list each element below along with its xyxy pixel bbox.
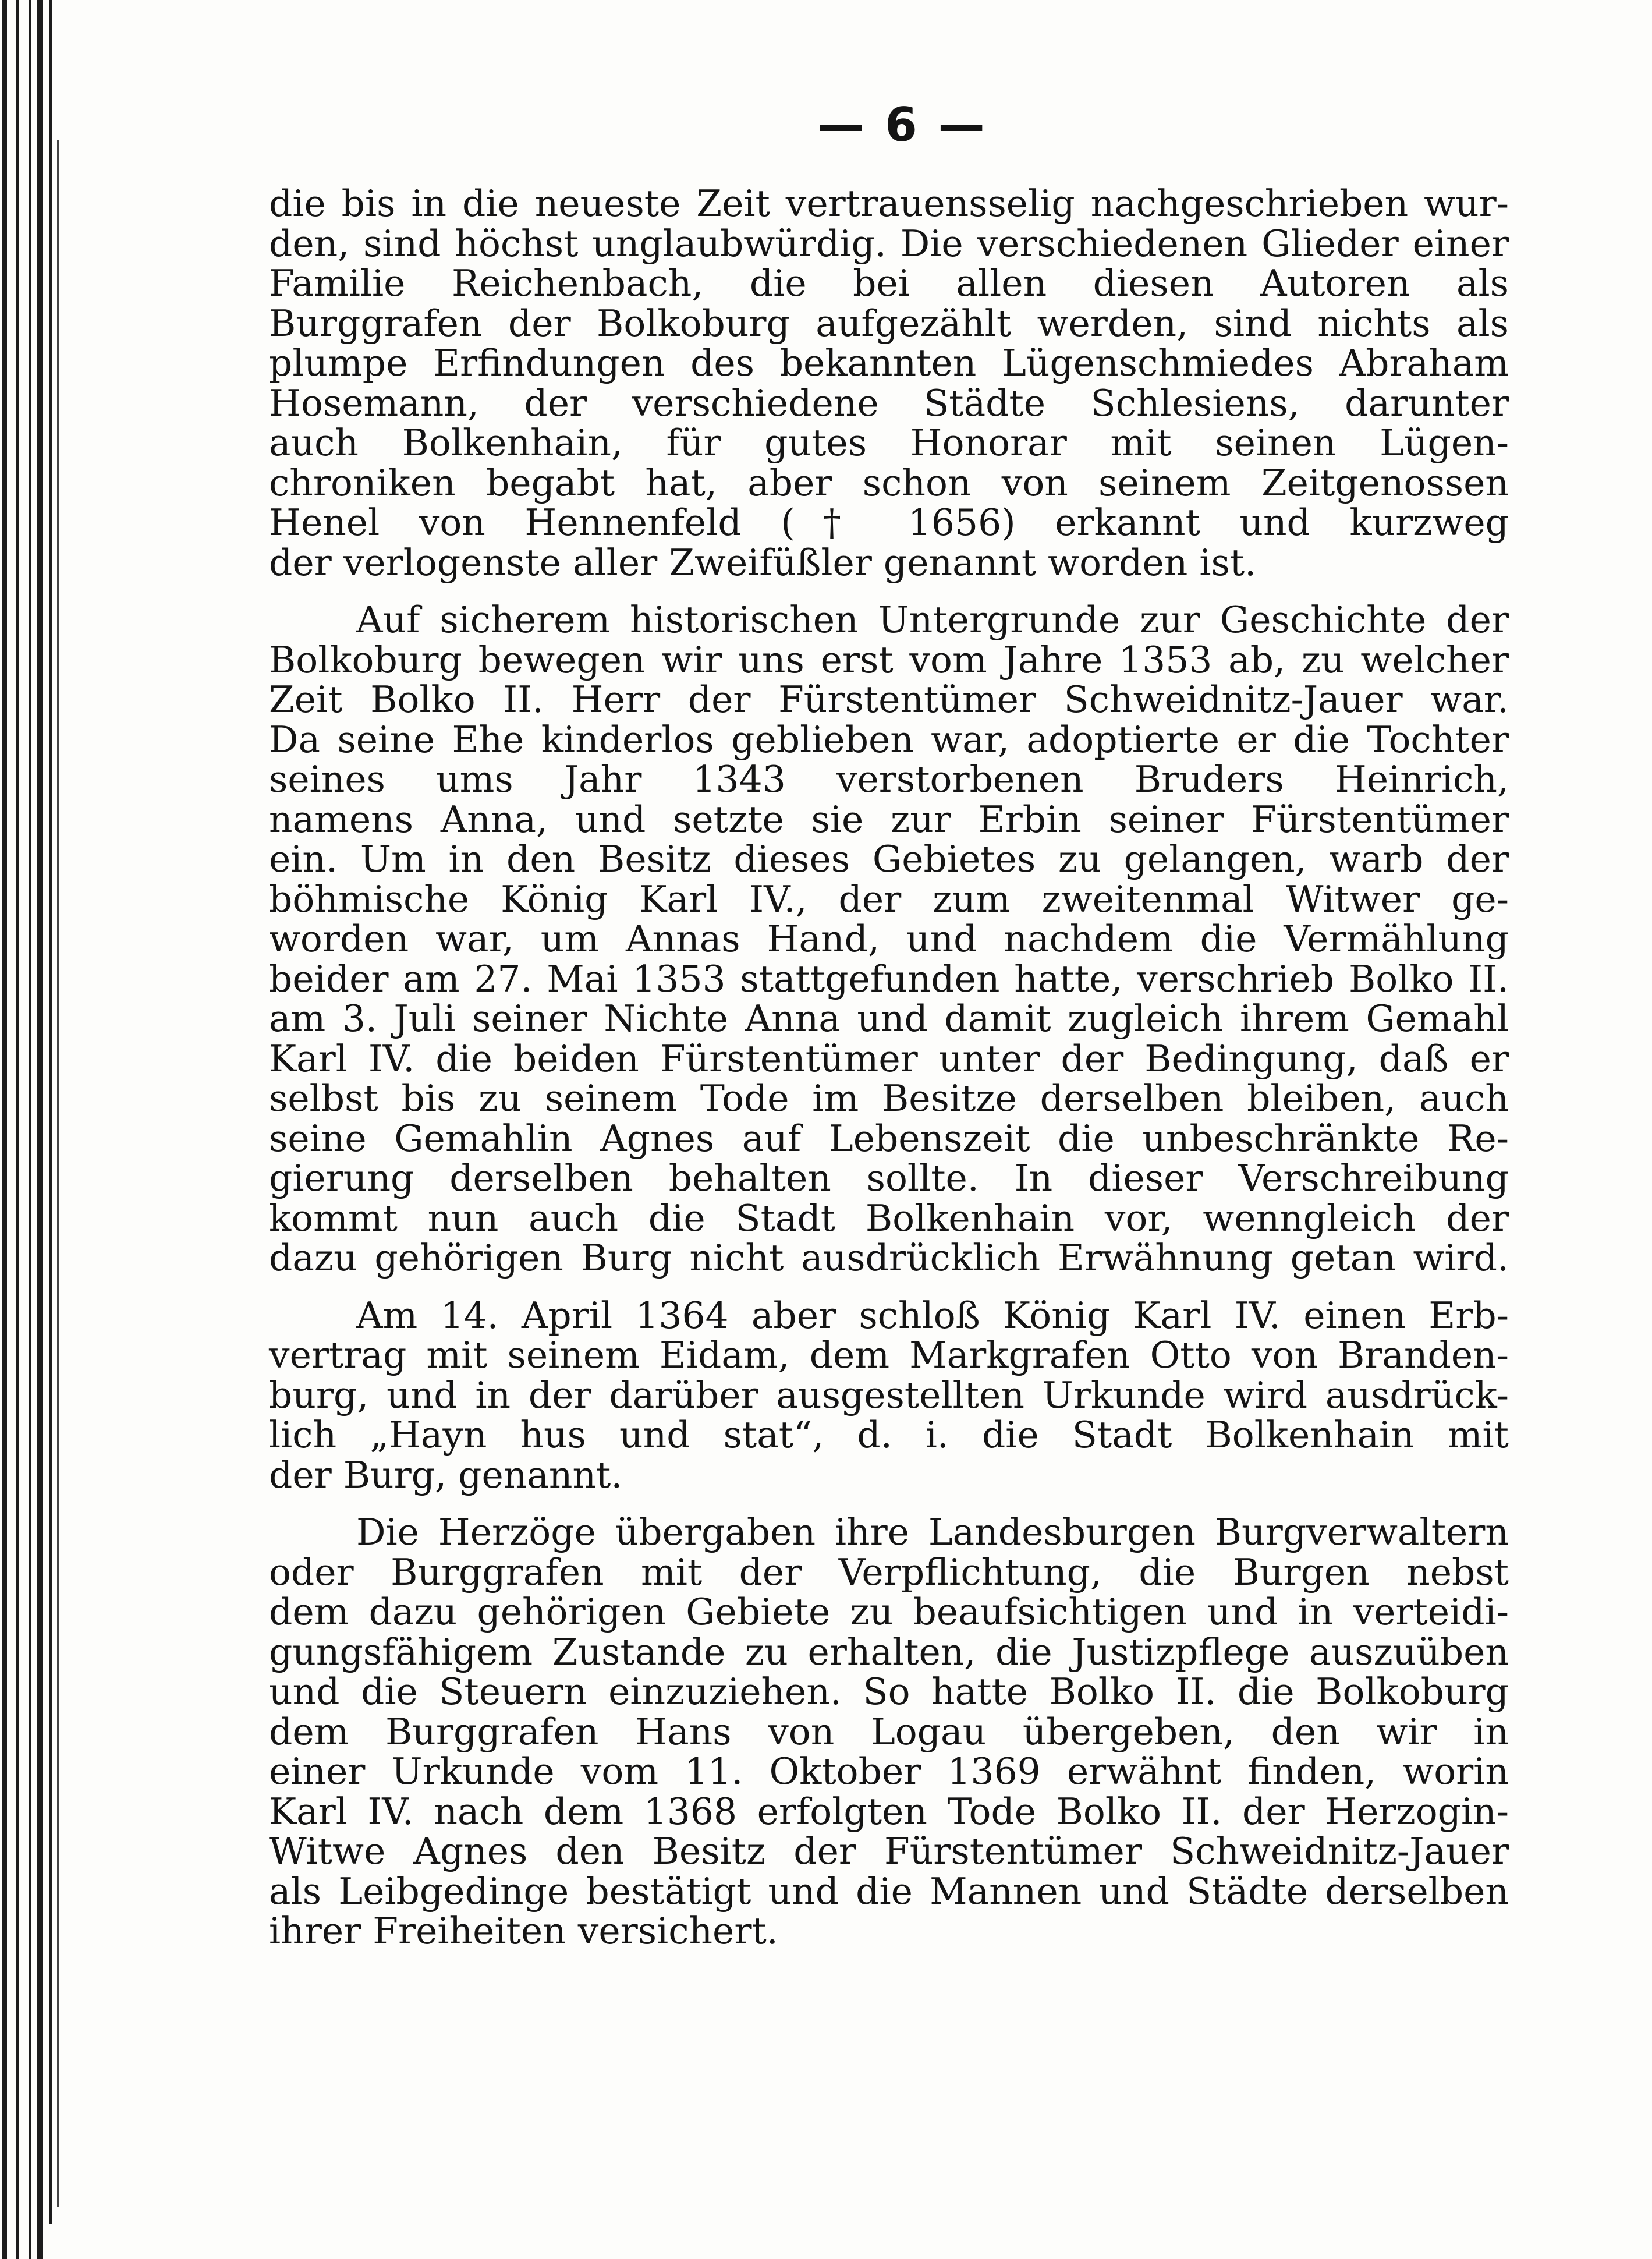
text-line: dem Burggrafen Hans von Logau übergeben, den wir in: [269, 1710, 1509, 1753]
text-line: beider am 27. Mai 1353 stattgefunden hatte, verschrieb Bolko II.: [269, 957, 1509, 1000]
binding-rule: [49, 0, 52, 2224]
text-line: namens Anna, und setzte sie zur Erbin seiner Fürstentümer: [269, 798, 1509, 841]
text-line: am 3. Juli seiner Nichte Anna und damit zugleich ihrem Gemahl: [269, 997, 1509, 1040]
text-line: Karl IV. die beiden Fürstentümer unter der Bedingung, daß er: [269, 1037, 1509, 1080]
text-line: gierung derselben behalten sollte. In dieser Verschreibung: [269, 1157, 1509, 1199]
text-line: Burggrafen der Bolkoburg aufgezählt werden, sind nichts als: [269, 302, 1509, 345]
text-line: burg, und in der darüber ausgestellten Urkunde wird ausdrück-: [269, 1373, 1509, 1417]
body-text: [269, 184, 1509, 1952]
text-line: Witwe Agnes den Besitz der Fürstentümer Schweidnitz-Jauer: [269, 1830, 1509, 1872]
paragraph-1: [269, 184, 1509, 583]
text-line: Familie Reichenbach, die bei allen diesen Autoren als: [269, 262, 1509, 304]
text-line: der verlogenste aller Zweifüßler genannt worden ist.: [269, 541, 1257, 584]
text-line: kommt nun auch die Stadt Bolkenhain vor, wenngleich der: [269, 1196, 1509, 1240]
text-line: böhmische König Karl IV., der zum zweitenmal Witwer ge-: [269, 877, 1509, 920]
text-line: dem dazu gehörigen Gebiete zu beaufsichtigen und in verteidi-: [269, 1591, 1509, 1633]
text-line: Hosemann, der verschiedene Städte Schlesiens, darunter: [269, 381, 1509, 424]
text-line: Zeit Bolko II. Herr der Fürstentümer Schweidnitz-Jauer war.: [269, 678, 1509, 721]
binding-rule: [2, 0, 7, 2259]
text-line: ein. Um in den Besitz dieses Gebietes zu gelangen, warb der: [269, 838, 1509, 880]
paragraph-3: [269, 1296, 1509, 1496]
text-line: seines ums Jahr 1343 verstorbenen Bruders Heinrich,: [269, 758, 1509, 801]
text-line: den, sind höchst unglaubwürdig. Die verschiedenen Glieder einer: [269, 222, 1509, 265]
text-line: chroniken begabt hat, aber schon von seinem Zeitgenossen: [269, 461, 1509, 504]
text-line: ihrer Freiheiten versichert.: [269, 1910, 778, 1952]
page-number: — 6 —: [817, 98, 987, 152]
text-line: selbst bis zu seinem Tode im Besitze derselben bleiben, auch: [269, 1077, 1509, 1120]
paragraph-4: [269, 1513, 1509, 1952]
text-line: oder Burggrafen mit der Verpflichtung, die Burgen nebst: [269, 1550, 1509, 1594]
text-line: worden war, um Annas Hand, und nachdem die Vermählung: [269, 918, 1509, 960]
text-line: Am 14. April 1364 aber schloß König Karl IV. einen Erb-: [356, 1294, 1509, 1337]
text-line: gungsfähigem Zustande zu erhalten, die Justizpflege auszuüben: [269, 1630, 1509, 1673]
binding-edge: [0, 0, 87, 2259]
text-line: plumpe Erfindungen des bekannten Lügenschmiedes Abraham: [269, 342, 1509, 384]
text-line: und die Steuern einzuziehen. So hatte Bolko II. die Bolkoburg: [269, 1670, 1509, 1713]
text-line: als Leibgedinge bestätigt und die Mannen und Städte derselben: [269, 1869, 1509, 1913]
paragraph-2: [269, 600, 1509, 1279]
text-line: einer Urkunde vom 11. Oktober 1369 erwähnt finden, worin: [269, 1750, 1509, 1793]
text-line: Karl IV. nach dem 1368 erfolgten Tode Bolko II. der Herzogin-: [269, 1790, 1509, 1833]
text-line: Bolkoburg bewegen wir uns erst vom Jahre 1353 ab, zu welcher: [269, 638, 1509, 681]
text-line: Henel von Hennenfeld († 1656) erkannt und kurzweg: [269, 501, 1509, 544]
text-line: Auf sicherem historischen Untergrunde zur Geschichte der: [356, 599, 1509, 641]
text-line: dazu gehörigen Burg nicht ausdrücklich Erwähnung getan wird.: [269, 1237, 1509, 1279]
text-line: der Burg, genannt.: [269, 1453, 623, 1496]
text-line: vertrag mit seinem Eidam, dem Markgrafen Otto von Branden-: [269, 1334, 1509, 1376]
text-line: seine Gemahlin Agnes auf Lebenszeit die unbeschränkte Re-: [269, 1117, 1509, 1160]
text-line: Die Herzöge übergaben ihre Landesburgen Burgverwaltern: [356, 1511, 1509, 1553]
text-line: lich „Hayn hus und stat“, d. i. die Stadt Bolkenhain mit: [269, 1414, 1509, 1456]
binding-rule: [57, 140, 59, 2207]
text-line: Da seine Ehe kinderlos geblieben war, adoptierte er die Tochter: [269, 718, 1509, 761]
binding-rule: [29, 0, 31, 2259]
binding-rule: [37, 0, 43, 2259]
text-line: auch Bolkenhain, für gutes Honorar mit seinen Lügen-: [269, 422, 1509, 464]
text-line: die bis in die neueste Zeit vertrauensselig nachgeschrieben wur-: [269, 182, 1509, 225]
binding-rule: [16, 0, 19, 2259]
